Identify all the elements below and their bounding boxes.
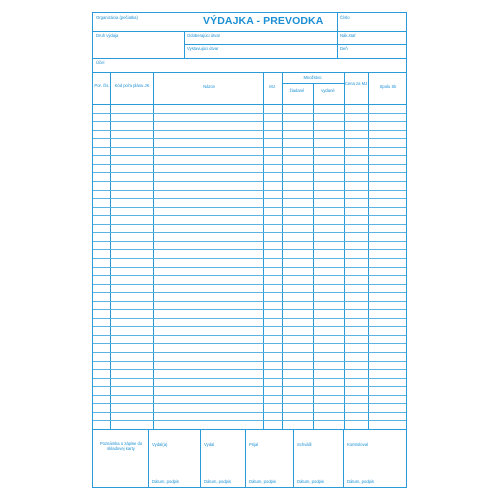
table-row xyxy=(93,241,406,242)
cost-center-label: Nák.stať xyxy=(340,33,356,38)
table-row xyxy=(93,224,406,225)
table-row xyxy=(93,172,406,173)
col-total: Spolu Sk xyxy=(379,84,397,89)
footer-issued: Vydal xyxy=(204,442,215,447)
table-row xyxy=(93,403,406,404)
table-top-line xyxy=(93,72,407,73)
table-row xyxy=(93,292,406,293)
number-label: Číslo xyxy=(340,15,350,20)
footer-divider-1 xyxy=(148,429,149,488)
day-label: Deň xyxy=(340,46,348,51)
table-row xyxy=(93,147,406,148)
footer-divider-2 xyxy=(200,429,201,488)
table-row xyxy=(93,215,406,216)
footer-approved: Schválil xyxy=(297,442,312,447)
footer-account-note: Poznámka o zápise do skladovej karty xyxy=(99,441,143,451)
org-bottom-line xyxy=(93,31,184,32)
table-row xyxy=(93,369,406,370)
footer-received: Prijal xyxy=(249,442,259,447)
footer-date-sign-4: Dátum, podpis xyxy=(297,479,324,484)
col-code: Kód pol'a plánu JK xyxy=(114,83,150,88)
footer-date-sign-2: Dátum, podpis xyxy=(204,479,231,484)
table-row xyxy=(93,378,406,379)
org-label: Organizácia (pečiatka) xyxy=(96,15,138,20)
table-row xyxy=(93,361,406,362)
table-body xyxy=(93,104,406,429)
number-bottom-line xyxy=(337,31,407,32)
table-row xyxy=(93,232,406,233)
table-row xyxy=(93,207,406,208)
footer-date-sign-5: Dátum, podpis xyxy=(347,479,374,484)
footer-divider-5 xyxy=(343,429,344,488)
title-underline xyxy=(184,31,337,32)
issuer-bottom-line xyxy=(93,58,407,59)
col-issued: vydané xyxy=(321,88,335,93)
issue-type-label: Druh výdaja xyxy=(96,33,119,38)
table-row xyxy=(93,335,406,336)
footer-issued-by: Vydal(a) xyxy=(152,442,168,447)
table-row xyxy=(93,343,406,344)
footer-date-sign-1: Dátum, podpis xyxy=(152,479,179,484)
receiver-label: Odoberajúci útvar xyxy=(187,33,221,38)
table-row xyxy=(93,412,406,413)
form-title: VÝDAJKA - PREVODKA xyxy=(203,15,324,27)
col-quantity: Množstvo xyxy=(303,75,322,80)
table-row xyxy=(93,275,406,276)
footer-date-sign-3: Dátum, podpis xyxy=(249,479,276,484)
table-row xyxy=(93,301,406,302)
table-row xyxy=(93,249,406,250)
table-row xyxy=(93,198,406,199)
table-row xyxy=(93,318,406,319)
table-bottom-line xyxy=(93,429,407,430)
table-row xyxy=(93,138,406,139)
footer-checked: Kontroloval xyxy=(347,442,368,447)
issuer-label: Vystavujúci útvar xyxy=(187,46,219,51)
table-row xyxy=(93,309,406,310)
table-row xyxy=(93,130,406,131)
table-row xyxy=(93,284,406,285)
table-row xyxy=(93,258,406,259)
table-row xyxy=(93,352,406,353)
col-unit: MJ xyxy=(269,84,275,89)
table-row xyxy=(93,267,406,268)
issue-slip-form xyxy=(92,12,407,488)
footer-divider-4 xyxy=(293,429,294,488)
table-row xyxy=(93,181,406,182)
table-row xyxy=(93,395,406,396)
cost-center-divider xyxy=(337,31,338,58)
col-row-no: Por. čís. xyxy=(94,83,110,88)
table-row xyxy=(93,326,406,327)
receiver-bottom-line xyxy=(184,44,407,45)
table-row xyxy=(93,420,406,421)
table-row xyxy=(93,121,406,122)
col-requested: žiadané xyxy=(289,88,305,93)
note-label: Účel xyxy=(96,60,105,65)
table-row xyxy=(93,164,406,165)
table-row xyxy=(93,155,406,156)
table-row xyxy=(93,113,406,114)
col-price: Cena za MJ xyxy=(344,81,368,86)
col-name: Názov xyxy=(203,84,215,89)
table-row xyxy=(93,190,406,191)
table-row xyxy=(93,386,406,387)
footer-divider-3 xyxy=(245,429,246,488)
